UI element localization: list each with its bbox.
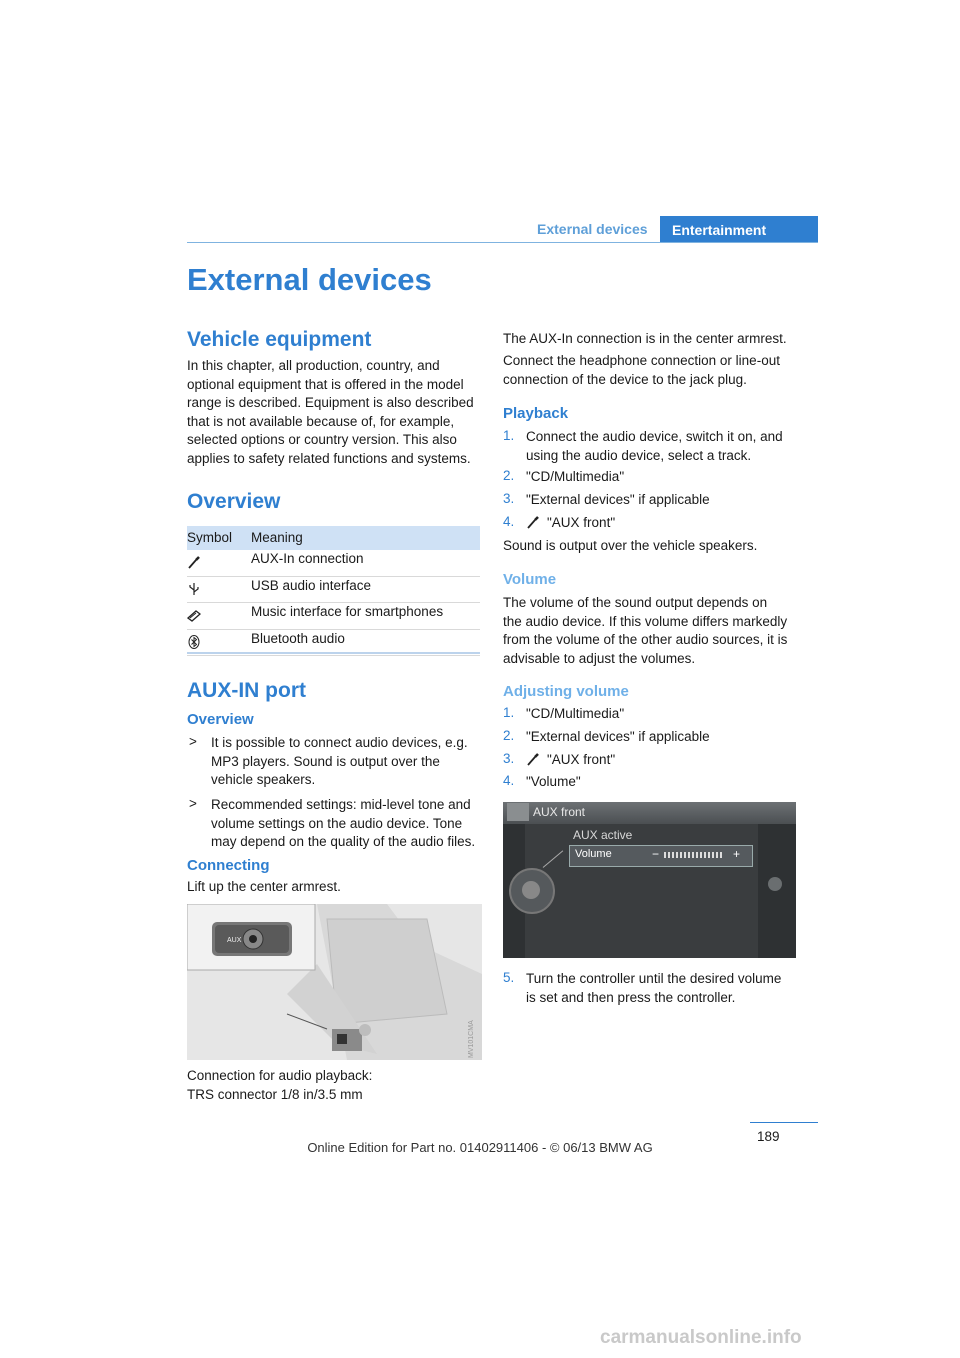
watermark: carmanualsonline.info <box>600 1327 802 1348</box>
heading-playback: Playback <box>503 405 569 422</box>
aux-plug-icon <box>187 555 201 569</box>
step-text <box>526 970 801 1007</box>
idrive-screen-screenshot <box>503 802 796 958</box>
header-rule <box>187 242 818 243</box>
table-header-meaning: Meaning <box>251 530 303 545</box>
step-text <box>526 428 801 465</box>
screen-volume-row <box>569 845 753 867</box>
symbol-table <box>187 526 480 656</box>
step-text: "Volume" <box>526 774 581 789</box>
heading-aux-overview: Overview <box>187 711 254 728</box>
text-line: advisable to adjust the volumes. <box>503 650 696 666</box>
text-line: range is described. Equipment is also described <box>187 395 474 410</box>
caption <box>187 1067 482 1104</box>
text-line: selected options or country version. This also <box>187 432 457 447</box>
heading-aux-in-port: AUX-IN port <box>187 679 306 702</box>
aux-label-text: AUX <box>227 937 242 944</box>
heading-adjusting-volume: Adjusting volume <box>503 683 629 700</box>
text-line: It is possible to connect audio devices, e.g. <box>211 735 468 750</box>
bullet-item <box>211 734 486 790</box>
aux-plug-icon <box>526 752 540 766</box>
table-cell-meaning: AUX-In connection <box>251 551 364 566</box>
table-row <box>187 550 480 577</box>
headphone-connection-text <box>503 352 799 389</box>
vehicle-equipment-text <box>187 357 482 468</box>
aux-location-text: The AUX-In connection is in the center armrest. <box>503 331 787 346</box>
step-text: "CD/Multimedia" <box>526 469 625 484</box>
screen-status: AUX active <box>573 828 633 842</box>
step-number: 5. <box>503 970 515 985</box>
table-bottom-rule <box>187 652 480 654</box>
footer-rule <box>750 1122 818 1123</box>
step-text: "External devices" if applicable <box>526 729 710 744</box>
step-number: 4. <box>503 773 515 788</box>
usb-icon <box>187 582 201 596</box>
text-line: from the volume of the other audio sources, it is <box>503 632 788 647</box>
step-number: 3. <box>503 491 515 506</box>
volume-level-bar <box>664 852 724 858</box>
step-text: "AUX front" <box>547 752 616 767</box>
online-edition-line: Online Edition for Part no. 01402911406 - © 06/13 BMW AG <box>307 1140 653 1155</box>
step-number: 1. <box>503 428 515 443</box>
aux-plug-icon <box>526 515 540 529</box>
text-line: using the audio device, select a track. <box>526 447 752 463</box>
bullet-marker: > <box>189 734 197 749</box>
text-line: MP3 players. Sound is output over the <box>211 753 440 769</box>
text-line: is set and then press the controller. <box>526 989 736 1005</box>
text-line: Recommended settings: mid-level tone and <box>211 797 471 812</box>
page-title: External devices <box>187 262 432 297</box>
smartphone-icon <box>187 608 201 622</box>
table-header-symbol: Symbol <box>187 530 233 545</box>
text-line: Connection for audio playback: <box>187 1068 373 1083</box>
text-line: Turn the controller until the desired volume <box>526 971 782 986</box>
playback-result-text: Sound is output over the vehicle speakers. <box>503 538 758 553</box>
step-text: "AUX front" <box>547 515 616 530</box>
step-number: 2. <box>503 728 515 743</box>
screen-volume-label: Volume <box>575 848 612 860</box>
step-number: 4. <box>503 514 515 529</box>
text-line: applies to safety related functions and systems. <box>187 450 471 466</box>
text-line: that is not available because of, for example, <box>187 413 455 429</box>
running-header-chapter-tab: Entertainment <box>660 216 818 243</box>
running-header-section: External devices <box>537 221 648 237</box>
text-line: optional equipment that is offered in the model <box>187 376 464 392</box>
bluetooth-icon <box>187 635 201 649</box>
text-line: may depend on the quality of the audio files. <box>211 834 476 849</box>
heading-volume: Volume <box>503 571 557 588</box>
text-line: Connect the headphone connection or line-out <box>503 353 780 368</box>
text-line: volume settings on the audio device. Tone <box>211 815 463 831</box>
heading-vehicle-equipment: Vehicle equipment <box>187 328 372 351</box>
image-code: MV101CMA <box>468 1020 475 1058</box>
screen-right-edge <box>758 824 796 958</box>
table-row <box>187 603 480 630</box>
step-number: 1. <box>503 705 515 720</box>
controller-knob-center <box>522 881 540 899</box>
text-line: vehicle speakers. <box>211 772 316 787</box>
connecting-text: Lift up the center armrest. <box>187 879 341 894</box>
heading-connecting: Connecting <box>187 857 270 874</box>
table-cell-meaning: USB audio interface <box>251 577 372 593</box>
armrest-drawing <box>187 904 482 1060</box>
callout-line <box>543 850 564 867</box>
table-header-row <box>187 526 480 550</box>
screen-title: AUX front <box>533 805 586 819</box>
table-cell-meaning: Bluetooth audio <box>251 630 345 646</box>
text-line: Connect the audio device, switch it on, and <box>526 429 783 444</box>
heading-overview: Overview <box>187 490 281 513</box>
screen-minus: − <box>652 847 660 861</box>
text-line: connection of the device to the jack plug. <box>503 371 747 387</box>
text-line: The volume of the sound output depends on <box>503 595 768 610</box>
table-row <box>187 577 480 604</box>
table-cell-meaning: Music interface for smartphones <box>251 604 444 619</box>
step-number: 2. <box>503 468 515 483</box>
armrest-illustration <box>187 904 482 1060</box>
bullet-marker: > <box>189 796 197 811</box>
screen-plus: + <box>733 847 741 861</box>
text-line: TRS connector 1/8 in/3.5 mm <box>187 1086 363 1102</box>
screen-tab-icon <box>507 803 529 821</box>
screen-right-button <box>768 877 782 891</box>
volume-text <box>503 594 799 668</box>
text-line: In this chapter, all production, country, and <box>187 358 440 373</box>
step-text: "External devices" if applicable <box>526 492 710 507</box>
page-number: 189 <box>757 1129 780 1144</box>
text-line: the audio device. If this volume differs markedly <box>503 613 788 629</box>
step-text: "CD/Multimedia" <box>526 706 625 721</box>
bullet-item <box>211 796 486 852</box>
step-number: 3. <box>503 751 515 766</box>
